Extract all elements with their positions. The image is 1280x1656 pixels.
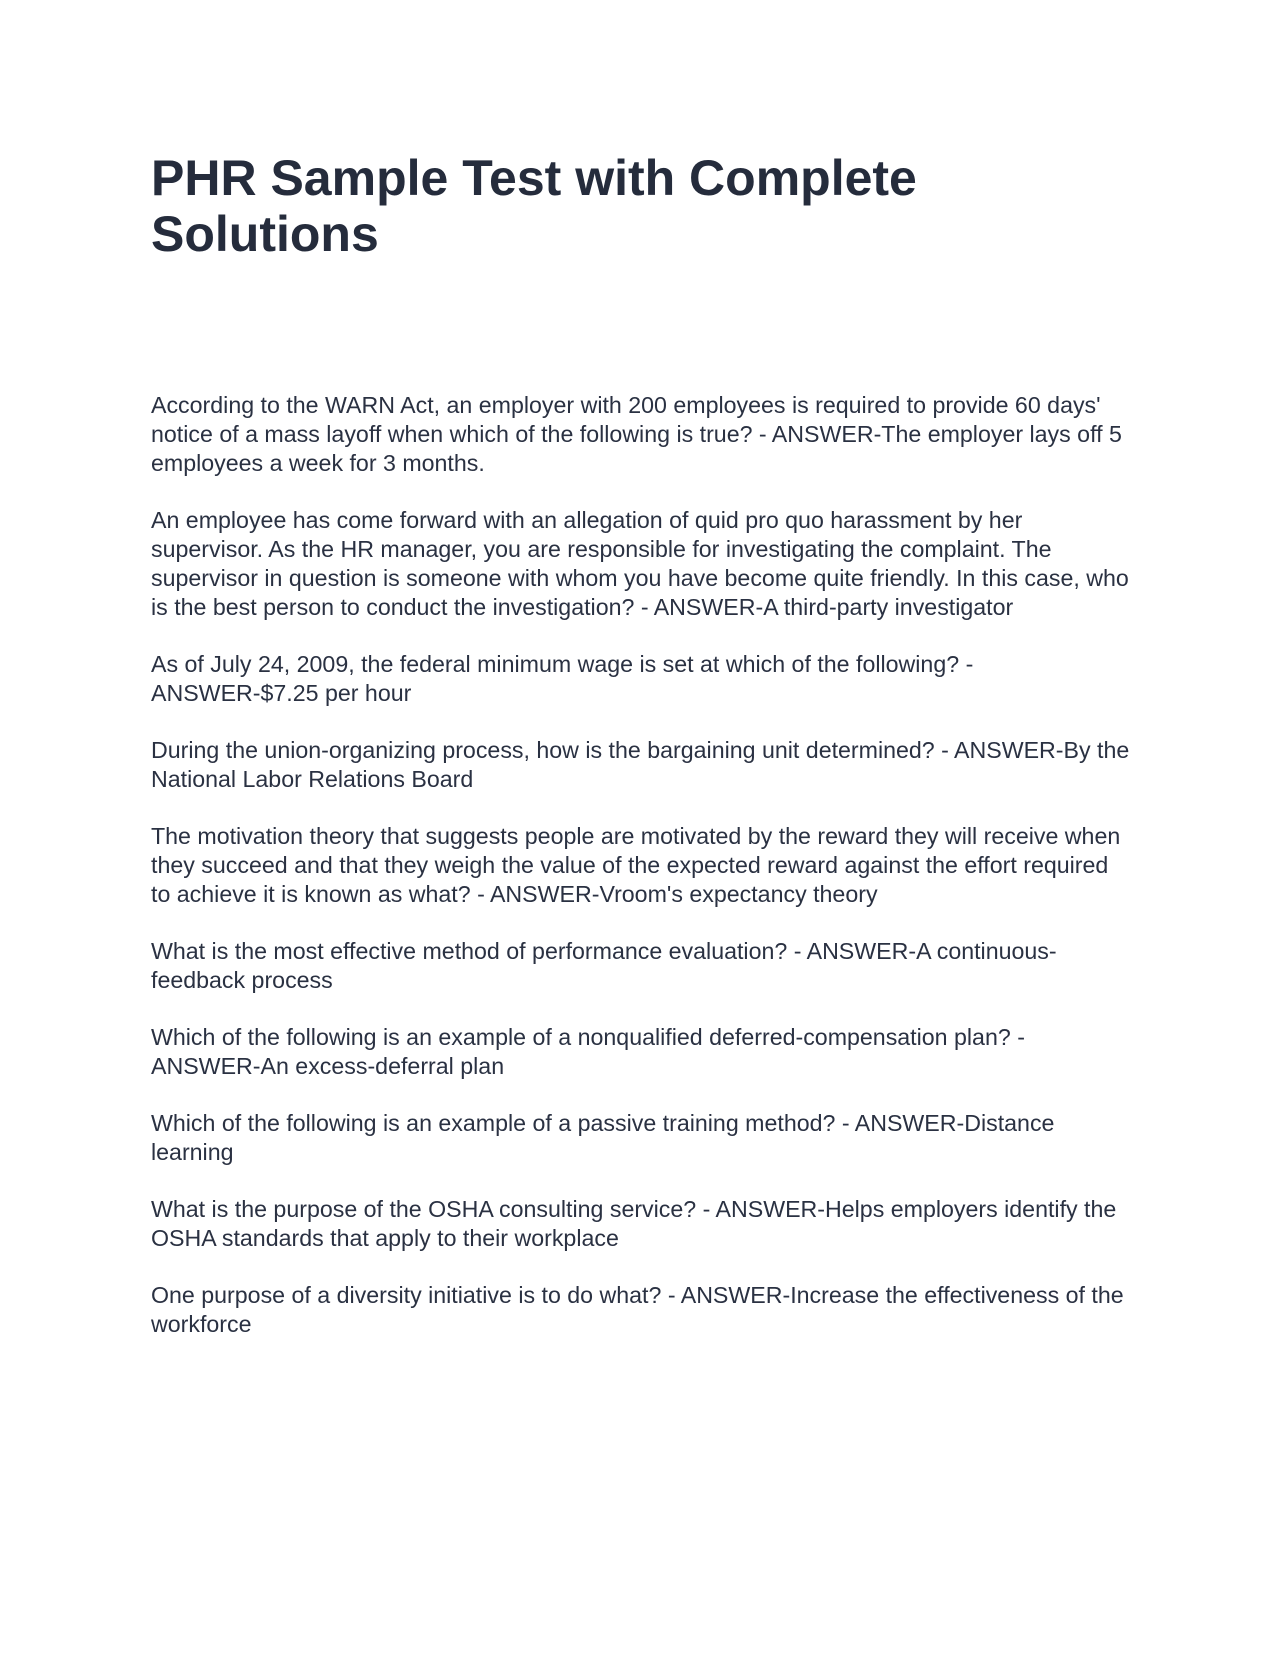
qa-item-warn-act: According to the WARN Act, an employer with 200 employees is required to provide 60 days' notice of a mass layoff when which of the following is true? - ANSWER-The employer lays off 5 employees a week for 3 months. [151, 392, 1122, 476]
qa-item-performance-evaluation: What is the most effective method of performance evaluation? - ANSWER-A continuous-feedback process [151, 938, 1057, 993]
qa-item-minimum-wage: As of July 24, 2009, the federal minimum wage is set at which of the following? - ANSWER-$7.25 per hour [151, 651, 974, 706]
qa-item-bargaining-unit: During the union-organizing process, how is the bargaining unit determined? - ANSWER-By the National Labor Relations Board [151, 737, 1130, 792]
qa-item-harassment-investigation: An employee has come forward with an allegation of quid pro quo harassment by her supervisor. As the HR manager, you are responsible for investigating the complaint. The supervisor in question is someone with whom you have become quite friendly. In this case, who is the best person to conduct the investigation? - ANSWER-A third-party investigator [151, 507, 1129, 620]
qa-item-passive-training: Which of the following is an example of a passive training method? - ANSWER-Distance learning [151, 1110, 1055, 1165]
qa-item-osha-consulting: What is the purpose of the OSHA consulting service? - ANSWER-Helps employers identify the OSHA standards that apply to their workplace [151, 1196, 1117, 1251]
qa-list [151, 391, 1131, 1339]
qa-item-motivation-theory: The motivation theory that suggests people are motivated by the reward they will receive when they succeed and that they weigh the value of the expected reward against the effort required to achieve it is known as what? - ANSWER-Vroom's expectancy theory [151, 823, 1121, 907]
document-title: PHR Sample Test with Complete Solutions [151, 150, 917, 262]
document-content [151, 150, 1131, 1367]
qa-item-deferred-compensation: Which of the following is an example of a nonqualified deferred-compensation plan? - ANSWER-An excess-deferral plan [151, 1024, 1025, 1079]
qa-item-diversity-initiative: One purpose of a diversity initiative is to do what? - ANSWER-Increase the effectiveness of the workforce [151, 1282, 1124, 1337]
